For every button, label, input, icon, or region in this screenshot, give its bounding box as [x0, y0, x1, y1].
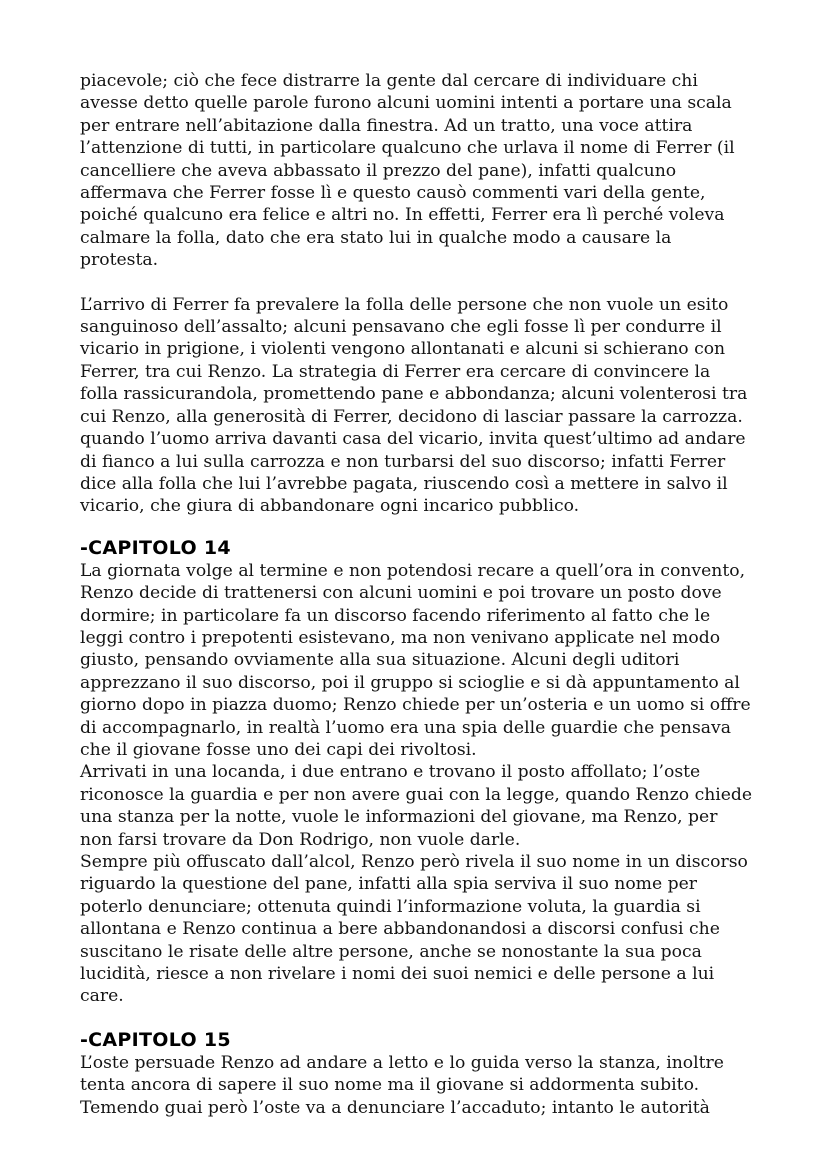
chapter-14-heading: -CAPITOLO 14 — [80, 536, 231, 559]
paragraph-locanda: Arrivati in una locanda, i due entrano e trovano il posto affollato; l’oste riconosce la guardia e per non avere guai con la legge, quando Renzo chiede una stanza per la notte, vuole le informazioni del giovane, ma Renzo, per non farsi trovare da Don Rodrigo, non vuole darle. — [80, 762, 753, 850]
chapter-15-heading: -CAPITOLO 15 — [80, 1028, 231, 1051]
paragraph-renzo-speech: La giornata volge al termine e non potendosi recare a quell’ora in convento, Renzo decide di trattenersi con alcuni uomini e poi trovare un posto dove dormire; in particolare fa un discorso facendo riferimento al fatto che le leggi contro i prepotenti esistevano, ma non venivano applicate nel modo giusto, pensando ovviamente alla sua situazione. Alcuni degli uditori apprezzano il suo discorso, poi il gruppo si scioglie e si dà appuntamento al giorno dopo in piazza duomo; Renzo chiede per un’osteria e un uomo si offre di accompagnarlo, in realtà l’uomo era una spia delle guardie che pensava che il giovane fosse uno dei capi dei rivoltosi. — [80, 560, 751, 760]
paragraph-ferrer-arrival-intro: piacevole; ciò che fece distrarre la gente dal cercare di individuare chi avesse detto quelle parole furono alcuni uomini intenti a portare una scala per entrare nell’abitazione dalla finestra. Ad un tratto, una voce attira l’attenzione di tutti, in particolare qualcuno che urlava il nome di Ferrer (il cancelliere che aveva abbassato il prezzo del pane), infatti qualcuno affermava che Ferrer fosse lì e questo causò commenti vari della gente, poiché qualcuno era felice e altri no. In effetti, Ferrer era lì perché voleva calmare la folla, dato che era stato lui in qualche modo a causare la protesta. — [80, 71, 735, 271]
paragraph-oste-denounces: L’oste persuade Renzo ad andare a letto e lo guida verso la stanza, inoltre tenta ancora di sapere il suo nome ma il giovane si addormenta subito. Temendo guai però l’oste va a denunciare l’accaduto; intanto le autorità — [80, 1052, 724, 1118]
paragraph-renzo-drunk: Sempre più offuscato dall’alcol, Renzo però rivela il suo nome in un discorso riguardo la questione del pane, infatti alla spia serviva il suo nome per poterlo denunciare; ottenuta quindi l’informazione voluta, la guardia si allontana e Renzo continua a bere abbandonandosi a discorsi confusi che suscitano le risate delle altre persone, anche se nonostante la sua poca lucidità, riesce a non rivelare i nomi dei suoi nemici e delle persone a lui care. — [80, 852, 748, 1007]
paragraph-ferrer-rescue: L’arrivo di Ferrer fa prevalere la folla delle persone che non vuole un esito sanguinoso dell’assalto; alcuni pensavano che egli fosse lì per condurre il vicario in prigione, i violenti vengono allontanati e alcuni si schierano con Ferrer, tra cui Renzo. La strategia di Ferrer era cercare di convincere la folla rassicurandola, promettendo pane e abbondanza; alcuni volenterosi tra cui Renzo, alla generosità di Ferrer, decidono di lasciar passare la carrozza. quando l’uomo arriva davanti casa del vicario, invita quest’ultimo ad andare di fianco a lui sulla carrozza e non turbarsi del suo discorso; infatti Ferrer dice alla folla che lui l’avrebbe pagata, riuscendo così a mettere in salvo il vicario, che giura di abbandonare ogni incarico pubblico. — [80, 294, 748, 517]
